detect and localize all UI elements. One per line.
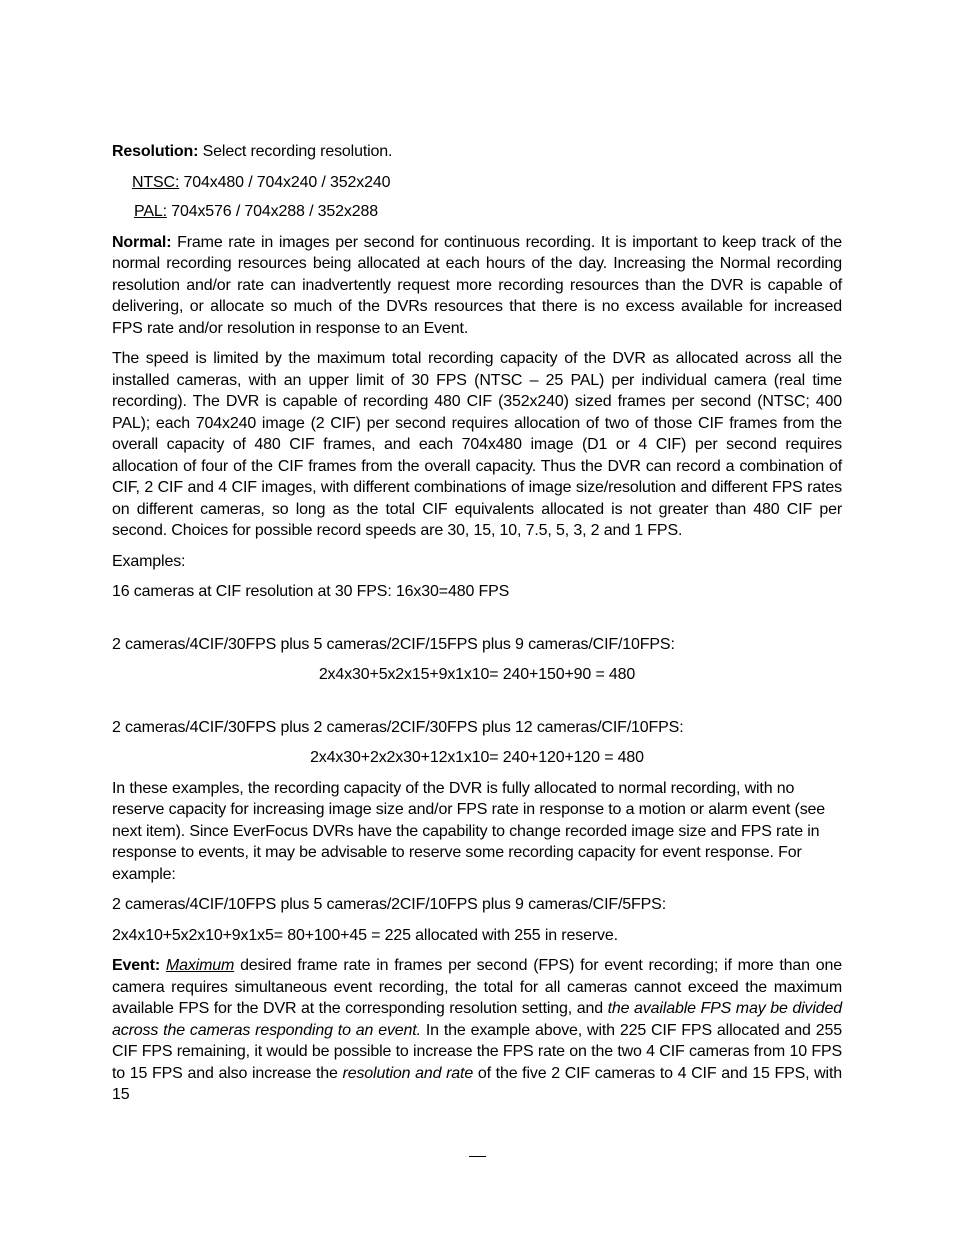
example-3-formula: 2x4x30+2x2x30+12x1x10= 240+120+120 = 480 — [310, 749, 644, 766]
pal-values: 704x576 / 704x288 / 352x288 — [166, 203, 378, 220]
reserve-paragraph: In these examples, the recording capacity of the DVR is fully allocated to normal recording, with no reserve capacity for increasing image size and/or FPS rate in response to a motion or alarm event (see next item). Since EverFocus DVRs have the capability to change recorded image size and FPS rate in response to events, it may be advisable to reserve some recording capacity for event response. For example: — [112, 779, 826, 883]
event-text-2: In the example above, with 225 CIF FPS allocated and 255 CIF FPS remaining, it would be possible to increase the FPS rate on the two 4 CIF cameras from 10 FPS to 15 FPS and also increase the — [112, 1021, 842, 1082]
normal-label: Normal: — [112, 233, 172, 251]
page-number-line — [469, 1156, 486, 1157]
spacer — [112, 612, 842, 634]
event-paragraph — [112, 955, 842, 1106]
event-text-3: of the five 2 CIF cameras to 4 CIF and 15 FPS, with 15 — [112, 1064, 843, 1103]
normal-text: Frame rate in images per second for continuous recording. It is important to keep track of the normal recording resources being allocated at each hours of the day. Increasing the Normal recording resolution and/or rate can inadvertently request more recording resources than the DVR is capable of delivering, or allocate so much of the DVRs resources that there is no excess available for increased FPS rate and/or resolution in response to an Event. — [112, 233, 842, 337]
ntsc-values: 704x480 / 704x240 / 352x240 — [179, 173, 391, 191]
event-italic-1: the available FPS may be divided across the cameras responding to an event. — [112, 1000, 843, 1039]
event-label: Event: — [112, 957, 160, 974]
example-4-formula: 2x4x10+5x2x10+9x1x5= 80+100+45 = 225 allocated with 255 in reserve. — [112, 926, 618, 944]
document-page — [112, 141, 842, 1115]
ntsc-line — [112, 172, 842, 194]
pal-label: PAL: — [134, 203, 167, 220]
resolution-paragraph — [112, 141, 842, 163]
normal-paragraph — [112, 232, 842, 340]
pal-line — [112, 201, 842, 223]
event-text-1: desired frame rate in frames per second (FPS) for event recording; if more than one camera requires simultaneous event recording, the total for all cameras cannot exceed the maximum available FPS for the DVR at the corresponding resolution setting, and — [112, 957, 843, 1017]
examples-heading: Examples: — [112, 552, 186, 570]
speed-paragraph: The speed is limited by the maximum total recording capacity of the DVR as allocated across all the installed cameras, with an upper limit of 30 FPS (NTSC – 25 PAL) per individual camera (real time recording). The DVR is capable of recording 480 CIF (352x240) sized frames per second (NTSC; 400 PAL); each 704x240 image (2 CIF) per second requires allocation of two of those CIF frames from the overall capacity of 480 CIF frames, and each 704x480 image (D1 or 4 CIF) per second requires allocation of four of the CIF frames from the overall capacity. Thus the DVR can record a combination of CIF, 2 CIF and 4 CIF images, with different combinations of image size/resolution and different FPS rates on different cameras, so long as the total CIF equivalents allocated is not greater than 480 CIF per second. Choices for possible record speeds are 30, 15, 10, 7.5, 5, 3, 2 and 1 FPS. — [112, 350, 842, 539]
resolution-label: Resolution: — [112, 143, 199, 160]
resolution-text: Select recording resolution. — [198, 143, 393, 160]
example-4-text: 2 cameras/4CIF/10FPS plus 5 cameras/2CIF/10FPS plus 9 cameras/CIF/5FPS: — [112, 896, 666, 913]
example-3-text: 2 cameras/4CIF/30FPS plus 2 cameras/2CIF/30FPS plus 12 cameras/CIF/10FPS: — [112, 718, 684, 736]
event-emphasis-maximum: Maximum — [165, 957, 235, 974]
example-2-formula: 2x4x30+5x2x15+9x1x10= 240+150+90 = 480 — [318, 666, 636, 683]
ntsc-label: NTSC: — [132, 173, 180, 191]
spacer — [112, 695, 842, 717]
event-italic-2: resolution and rate — [342, 1064, 474, 1082]
example-1: 16 cameras at CIF resolution at 30 FPS: 16x30=480 FPS — [112, 583, 510, 600]
example-2-text: 2 cameras/4CIF/30FPS plus 5 cameras/2CIF/15FPS plus 9 cameras/CIF/10FPS: — [112, 635, 675, 653]
